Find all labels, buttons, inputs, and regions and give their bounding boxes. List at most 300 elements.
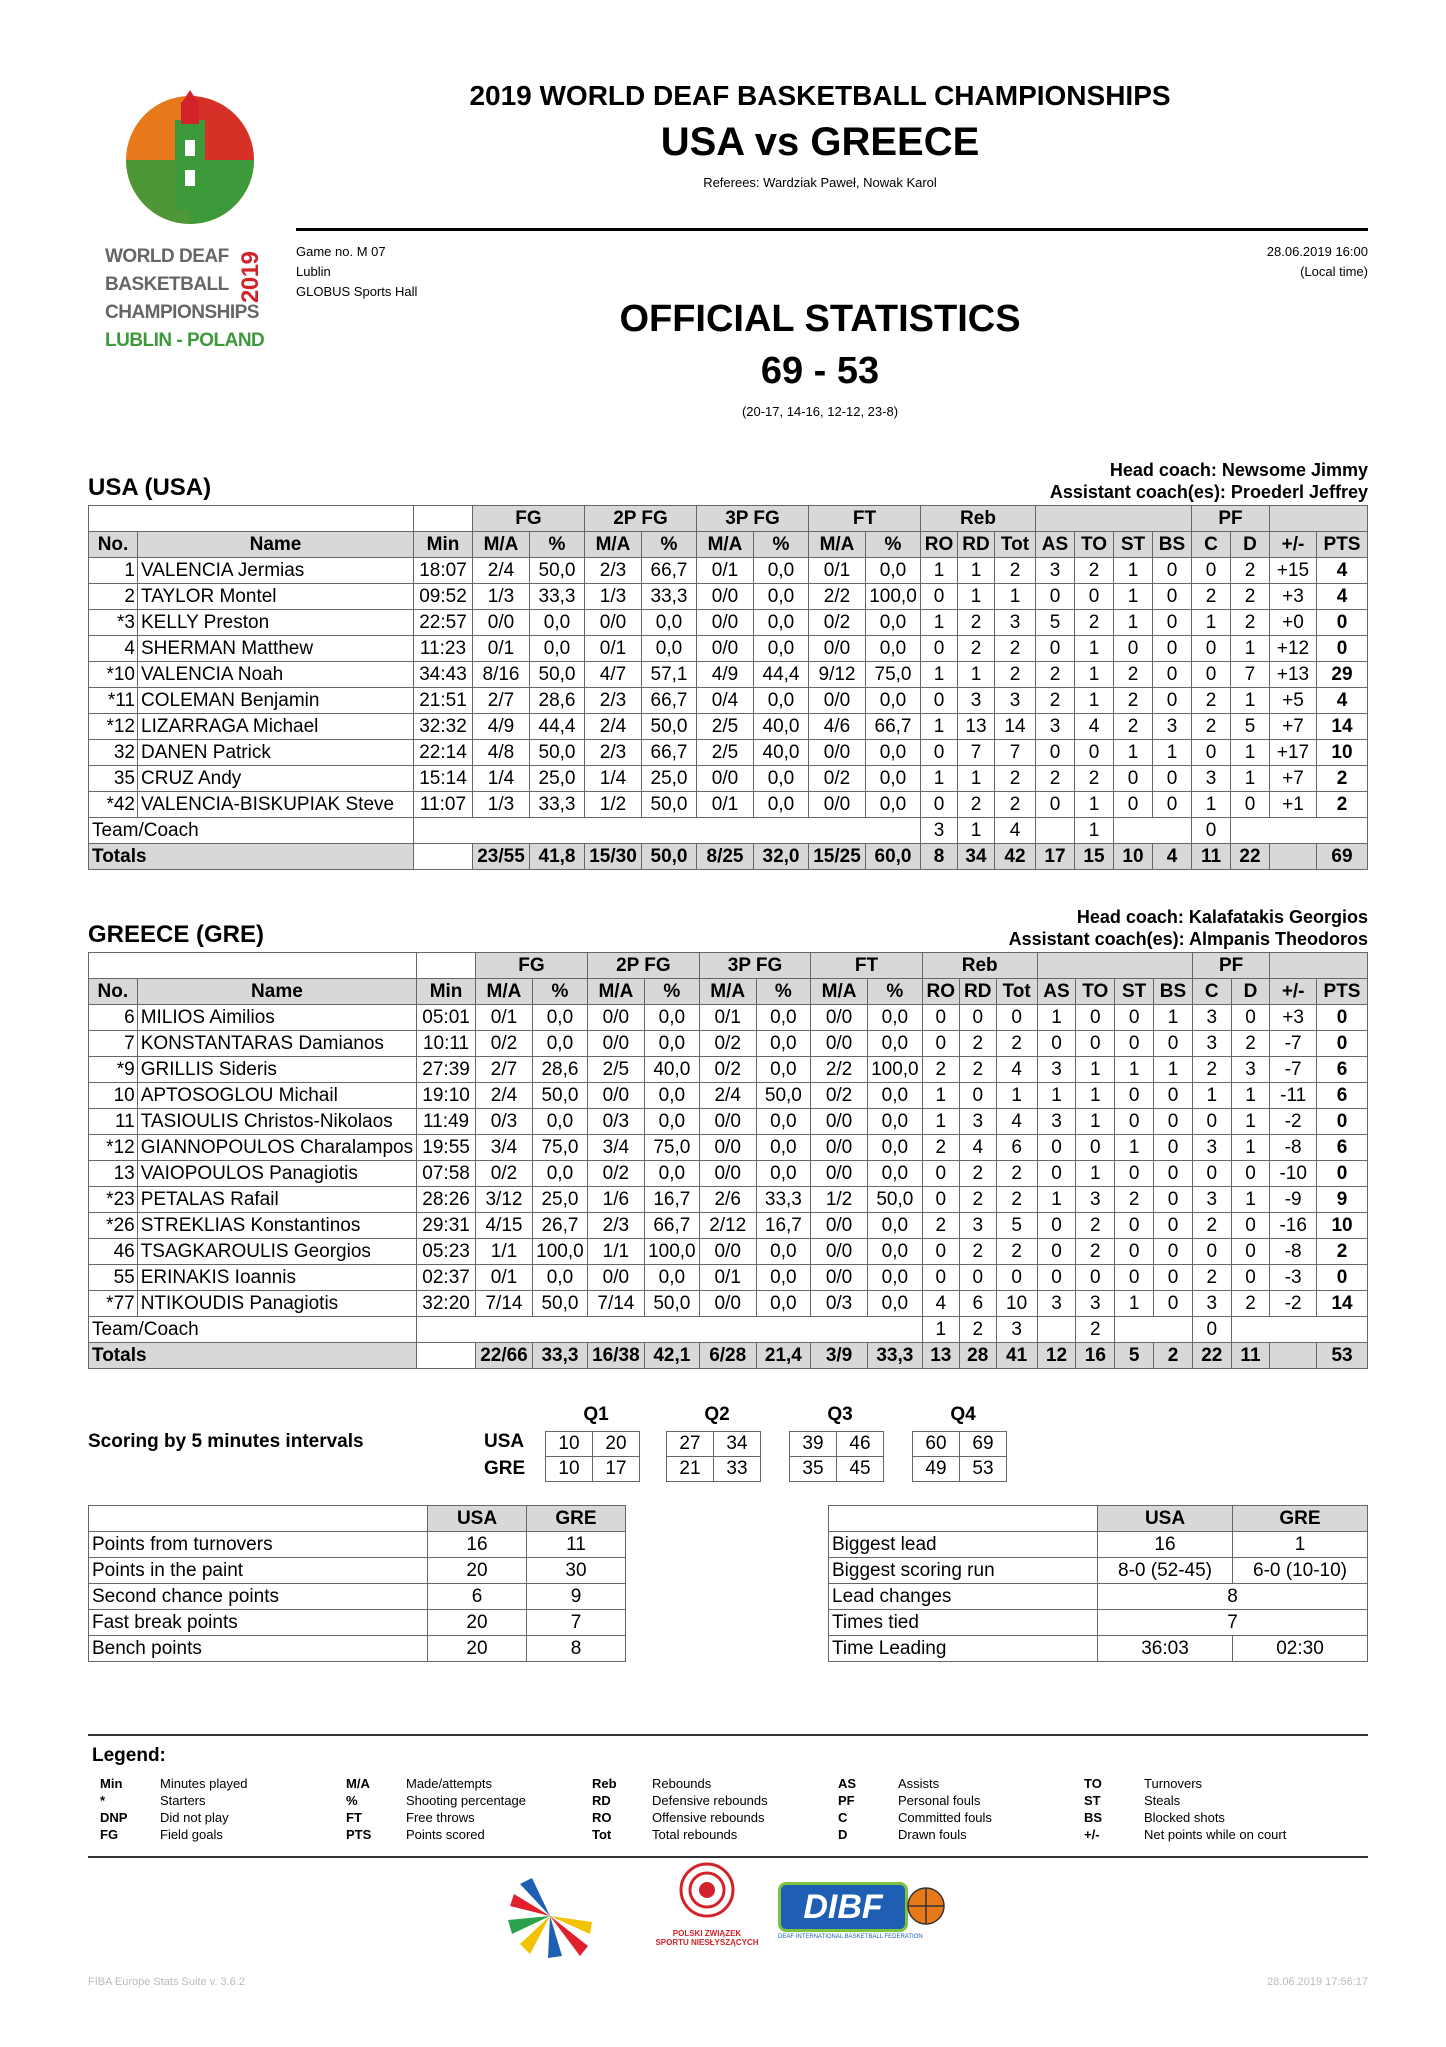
player-stat-cell: VALENCIA-BISKUPIAK Steve [138, 792, 414, 818]
player-stat-cell: 0/1 [585, 636, 642, 662]
player-stat-cell: 32 [89, 740, 138, 766]
player-stat-cell: GIANNOPOULOS Charalampos [137, 1135, 416, 1161]
player-stat-cell: 0,0 [867, 1239, 922, 1265]
player-stat-cell: 0 [1075, 584, 1114, 610]
legend-entry [100, 1792, 247, 1809]
points-label: Points in the paint [89, 1558, 428, 1584]
totals-label: Totals [89, 844, 414, 870]
column-header-d: D [1231, 532, 1270, 558]
coaches-usa [1050, 459, 1368, 503]
player-stat-cell: -9 [1270, 1187, 1317, 1213]
player-stat-cell: 35 [89, 766, 138, 792]
player-stat-cell: 2 [996, 1031, 1037, 1057]
legend-entry [592, 1809, 768, 1826]
player-stat-cell: APTOSOGLOU Michail [137, 1083, 416, 1109]
deaflympics-logo [500, 1866, 600, 1966]
lead-usa-value: 16 [1098, 1532, 1233, 1558]
player-stat-cell: 0 [1317, 1265, 1368, 1291]
player-stat-cell: 0/1 [699, 1265, 756, 1291]
player-stat-cell: 0 [1037, 1031, 1076, 1057]
header-blank [1270, 953, 1368, 979]
player-stat-cell: 0 [1114, 766, 1153, 792]
totals-fg: 22/66 [476, 1343, 533, 1369]
player-stat-cell: 7 [1231, 662, 1270, 688]
lead-usa-value: 8-0 (52-45) [1098, 1558, 1233, 1584]
quarter-header: Q4 [950, 1404, 976, 1425]
lead-label: Biggest lead [829, 1532, 1098, 1558]
player-stat-cell: 0 [1154, 1239, 1193, 1265]
column-header-st: ST [1114, 532, 1153, 558]
player-stat-cell: 0,0 [756, 1161, 811, 1187]
lead-stats-table [828, 1505, 1368, 1662]
legend-entry [346, 1792, 526, 1809]
player-stat-cell: 8/16 [473, 662, 530, 688]
points-label: Points from turnovers [89, 1532, 428, 1558]
legend-desc: Personal fouls [898, 1793, 981, 1808]
assistant-coach-usa: Assistant coach(es): Proederl Jeffrey [1049, 482, 1368, 502]
column-header-pct: % [642, 532, 697, 558]
player-stat-cell: LIZARRAGA Michael [138, 714, 414, 740]
lead-row [829, 1558, 1368, 1584]
player-stat-cell: CRUZ Andy [138, 766, 414, 792]
player-stat-cell: 32:32 [414, 714, 473, 740]
player-stat-cell: 0 [921, 636, 958, 662]
player-stat-cell: 0/0 [809, 740, 866, 766]
player-stat-cell: 0 [1192, 662, 1231, 688]
column-header-name: Name [138, 532, 414, 558]
player-stat-cell: -11 [1270, 1083, 1317, 1109]
player-stat-cell: 2 [995, 636, 1036, 662]
legend-key: RO [592, 1810, 612, 1825]
player-stat-cell: 0/2 [809, 610, 866, 636]
pzsn-logo [652, 1862, 762, 1968]
player-row [89, 1239, 1368, 1265]
totals-ftp: 60,0 [866, 844, 921, 870]
player-stat-cell: 6 [1317, 1083, 1368, 1109]
team-name-usa: USA (USA) [88, 474, 212, 501]
points-row [89, 1532, 626, 1558]
dibf-subtitle: DEAF INTERNATIONAL BASKETBALL FEDERATION [778, 1934, 923, 1940]
player-stat-cell: 25,0 [642, 766, 697, 792]
player-stat-cell: 13 [89, 1161, 138, 1187]
logo-line-4: LUBLIN - POLAND [105, 330, 265, 351]
player-stat-cell: 2 [995, 766, 1036, 792]
player-stat-cell: 0,0 [756, 1031, 811, 1057]
player-stat-cell: 2 [1036, 766, 1075, 792]
player-stat-cell: 0/1 [697, 558, 754, 584]
intervals-gre-label: GRE [484, 1458, 526, 1479]
player-stat-cell: 4/8 [473, 740, 530, 766]
player-stat-cell: 1 [996, 1083, 1037, 1109]
player-stat-cell: 0,0 [644, 1031, 699, 1057]
player-row [89, 1213, 1368, 1239]
legend-key: M/A [346, 1776, 370, 1791]
player-stat-cell: 1/2 [811, 1187, 868, 1213]
totals-row [89, 1343, 1368, 1369]
player-stat-cell: 2 [995, 792, 1036, 818]
player-stat-cell: 6 [959, 1291, 996, 1317]
legend-column [1084, 1775, 1286, 1843]
player-stat-cell: 3 [1076, 1187, 1115, 1213]
player-stat-cell: 0,0 [866, 766, 921, 792]
player-row [89, 1187, 1368, 1213]
player-stat-cell: 50,0 [867, 1187, 922, 1213]
player-stat-cell: 4 [959, 1135, 996, 1161]
player-stat-cell: 0 [1153, 662, 1192, 688]
assistant-coach-gre: Assistant coach(es): Almpanis Theodoros [1008, 929, 1368, 949]
player-stat-cell: 25,0 [532, 1187, 587, 1213]
column-header-as: AS [1036, 532, 1075, 558]
player-stat-cell: 7 [995, 740, 1036, 766]
player-stat-cell: *11 [89, 688, 138, 714]
player-stat-cell: 1/3 [473, 792, 530, 818]
player-stat-cell: 05:01 [417, 1005, 476, 1031]
player-stat-cell: 1 [1075, 688, 1114, 714]
player-stat-cell: 0,0 [866, 792, 921, 818]
player-stat-cell: 1 [958, 766, 995, 792]
legend-key: Reb [592, 1776, 617, 1791]
player-stat-cell: 1 [1114, 610, 1153, 636]
player-stat-cell: 0/0 [811, 1161, 868, 1187]
legend-entry [1084, 1775, 1286, 1792]
legend-key: BS [1084, 1810, 1103, 1825]
player-stat-cell: 33,3 [756, 1187, 811, 1213]
legend-key: PF [838, 1793, 855, 1808]
player-stat-cell: 0 [1192, 740, 1231, 766]
player-stat-cell: 2 [1317, 766, 1368, 792]
totals-pts: 69 [1317, 844, 1368, 870]
player-stat-cell: 0,0 [754, 636, 809, 662]
player-stat-cell: 2 [1075, 610, 1114, 636]
player-stat-cell: 0 [1115, 1265, 1154, 1291]
player-stat-cell: *26 [89, 1213, 138, 1239]
player-stat-cell: 3 [1036, 558, 1075, 584]
player-stat-cell: 0 [959, 1083, 996, 1109]
player-stat-cell: 0/0 [697, 610, 754, 636]
player-stat-cell: 40,0 [644, 1057, 699, 1083]
player-stat-cell: 1/4 [473, 766, 530, 792]
player-stat-cell: 1 [1075, 662, 1114, 688]
player-stat-cell: 0/0 [587, 1083, 644, 1109]
player-stat-cell: 0 [1036, 740, 1075, 766]
player-row [89, 1031, 1368, 1057]
lead-usa-value: 36:03 [1098, 1636, 1233, 1662]
player-stat-cell: 2 [995, 662, 1036, 688]
logo-year: 2019 [237, 251, 264, 303]
points-gre-value: 11 [527, 1532, 626, 1558]
totals-pts: 53 [1317, 1343, 1368, 1369]
player-stat-cell: 0/0 [809, 636, 866, 662]
lead-gre-value: 1 [1233, 1532, 1368, 1558]
player-stat-cell: 16,7 [756, 1213, 811, 1239]
player-stat-cell: KONSTANTARAS Damianos [137, 1031, 416, 1057]
player-stat-cell: 3 [958, 688, 995, 714]
player-stat-cell: 2/4 [585, 714, 642, 740]
player-stat-cell: 0,0 [754, 766, 809, 792]
player-stat-cell: 0 [1076, 1005, 1115, 1031]
team-rd: 2 [959, 1317, 996, 1343]
player-stat-cell: 0,0 [756, 1239, 811, 1265]
player-stat-cell: 0/0 [587, 1265, 644, 1291]
player-stat-cell: -2 [1270, 1291, 1317, 1317]
player-stat-cell: 0,0 [642, 636, 697, 662]
points-header-blank [89, 1506, 428, 1532]
player-stat-cell: 0/0 [697, 766, 754, 792]
totals-ro: 13 [922, 1343, 959, 1369]
player-stat-cell: 1 [1076, 1083, 1115, 1109]
column-header-ma: M/A [476, 979, 533, 1005]
player-stat-cell: 27:39 [417, 1057, 476, 1083]
game-city: Lublin [296, 264, 331, 279]
referees: Referees: Wardziak Paweł, Nowak Karol [703, 175, 937, 190]
game-info [296, 242, 417, 302]
usa-interval-score: 10 [546, 1432, 593, 1457]
points-row [89, 1558, 626, 1584]
player-stat-cell: 2 [1114, 714, 1153, 740]
legend-key: +/- [1084, 1827, 1100, 1842]
player-stat-cell: 0 [1115, 1005, 1154, 1031]
player-stat-cell: 0 [1231, 792, 1270, 818]
player-stat-cell: 0 [921, 792, 958, 818]
player-stat-cell: 40,0 [754, 740, 809, 766]
usa-interval-score: 46 [837, 1432, 884, 1457]
player-row [89, 610, 1368, 636]
gre-interval-score: 21 [667, 1457, 714, 1482]
totals-tot: 41 [996, 1343, 1037, 1369]
player-stat-cell: 0 [1317, 1031, 1368, 1057]
player-stat-cell: 3 [959, 1213, 996, 1239]
player-stat-cell: 0/0 [697, 636, 754, 662]
player-stat-cell: -16 [1270, 1213, 1317, 1239]
player-stat-cell: *77 [89, 1291, 138, 1317]
lead-row [829, 1610, 1368, 1636]
player-stat-cell: 2 [958, 610, 995, 636]
player-stat-cell: 11 [89, 1109, 138, 1135]
player-stat-cell: 1 [1037, 1005, 1076, 1031]
player-stat-cell: 28,6 [532, 1057, 587, 1083]
player-stat-cell: COLEMAN Benjamin [138, 688, 414, 714]
quarter-header: Q3 [827, 1404, 853, 1425]
player-stat-cell: TASIOULIS Christos-Nikolaos [137, 1109, 416, 1135]
player-stat-cell: 10 [89, 1083, 138, 1109]
player-stat-cell: 0 [1037, 1239, 1076, 1265]
player-stat-cell: 7/14 [476, 1291, 533, 1317]
player-stat-cell: 1 [1231, 1187, 1270, 1213]
totals-d: 22 [1231, 844, 1270, 870]
legend-desc: Net points while on court [1144, 1827, 1287, 1842]
player-stat-cell: 19:55 [417, 1135, 476, 1161]
column-header-bs: BS [1154, 979, 1193, 1005]
player-stat-cell: 0 [1154, 1083, 1193, 1109]
column-header-min: Min [414, 532, 473, 558]
legend-column [592, 1775, 768, 1843]
player-stat-cell: 66,7 [642, 688, 697, 714]
legend-desc: Offensive rebounds [652, 1810, 765, 1825]
team-rd: 1 [958, 818, 995, 844]
column-header-ma: M/A [473, 532, 530, 558]
totals-as: 17 [1036, 844, 1075, 870]
header-pf: PF [1192, 953, 1269, 979]
player-stat-cell: 3 [1153, 714, 1192, 740]
basketball-tower-logo-icon [105, 90, 275, 230]
player-stat-cell: 46 [89, 1239, 138, 1265]
player-stat-cell: 0,0 [644, 1265, 699, 1291]
player-row [89, 584, 1368, 610]
player-stat-cell: 0 [1036, 792, 1075, 818]
player-stat-cell: 2/5 [697, 714, 754, 740]
player-stat-cell: 0 [1037, 1213, 1076, 1239]
legend-key: % [346, 1793, 358, 1808]
player-stat-cell: 66,7 [644, 1213, 699, 1239]
player-stat-cell: 0 [1153, 688, 1192, 714]
player-stat-cell: 2 [1231, 610, 1270, 636]
player-stat-cell: 75,0 [866, 662, 921, 688]
lead-gre-value: 6-0 (10-10) [1233, 1558, 1368, 1584]
matchup-title: USA vs GREECE [660, 120, 980, 164]
player-stat-cell: -2 [1270, 1109, 1317, 1135]
player-stat-cell: +12 [1270, 636, 1317, 662]
totals-ft: 3/9 [811, 1343, 868, 1369]
player-stat-cell: 0/0 [587, 1005, 644, 1031]
player-stat-cell: 0/2 [699, 1031, 756, 1057]
points-usa-value: 16 [428, 1532, 527, 1558]
player-stat-cell: 0,0 [532, 1031, 587, 1057]
player-stat-cell: 2/2 [809, 584, 866, 610]
player-stat-cell: 1 [1231, 1135, 1270, 1161]
player-stat-cell: 0/0 [699, 1291, 756, 1317]
player-stat-cell: 0 [1154, 1135, 1193, 1161]
player-stat-cell: 3 [1192, 1187, 1231, 1213]
player-stat-cell: 3 [995, 610, 1036, 636]
player-stat-cell: 2/4 [473, 558, 530, 584]
player-stat-cell: 2 [1075, 558, 1114, 584]
empty-cell [1115, 1317, 1193, 1343]
player-stat-cell: 0 [1036, 636, 1075, 662]
totals-to: 16 [1076, 1343, 1115, 1369]
player-stat-cell: 2 [1231, 1291, 1270, 1317]
player-stat-cell: 2 [1076, 1239, 1115, 1265]
gre-interval-score: 45 [837, 1457, 884, 1482]
column-header-pm: +/- [1270, 532, 1317, 558]
player-stat-cell: 5 [1231, 714, 1270, 740]
player-stat-cell: 2/3 [585, 558, 642, 584]
player-stat-cell: *23 [89, 1187, 138, 1213]
player-stat-cell: 0/0 [811, 1239, 868, 1265]
player-stat-cell: 0,0 [756, 1005, 811, 1031]
player-stat-cell: 0/1 [809, 558, 866, 584]
player-stat-cell: 40,0 [754, 714, 809, 740]
player-stat-cell: 4/9 [473, 714, 530, 740]
legend-desc: Steals [1144, 1793, 1181, 1808]
player-stat-cell: 57,1 [642, 662, 697, 688]
player-stat-cell: 0,0 [642, 610, 697, 636]
player-stat-cell: 0/1 [476, 1265, 533, 1291]
player-stat-cell: 0/0 [811, 1031, 868, 1057]
player-stat-cell: 3 [1192, 1005, 1231, 1031]
totals-to: 15 [1075, 844, 1114, 870]
player-stat-cell: 50,0 [644, 1291, 699, 1317]
legend-key: FT [346, 1810, 362, 1825]
player-stat-cell: 0 [1076, 1135, 1115, 1161]
logo-line-3: CHAMPIONSHIPS [105, 302, 259, 323]
player-stat-cell: *3 [89, 610, 138, 636]
player-stat-cell: 4 [89, 636, 138, 662]
totals-p3p: 32,0 [754, 844, 809, 870]
player-stat-cell: 0/1 [473, 636, 530, 662]
totals-ftp: 33,3 [867, 1343, 922, 1369]
player-stat-cell: PETALAS Rafail [137, 1187, 416, 1213]
date-info [1267, 242, 1368, 282]
gre-interval-score: 17 [593, 1457, 640, 1482]
player-stat-cell: 0/2 [809, 766, 866, 792]
header-reb: Reb [921, 506, 1036, 532]
player-stat-cell: 66,7 [642, 740, 697, 766]
column-header-ma: M/A [697, 532, 754, 558]
player-stat-cell: 0 [1115, 1109, 1154, 1135]
player-stat-cell: 1 [921, 558, 958, 584]
points-gre-value: 9 [527, 1584, 626, 1610]
player-stat-cell: 6 [996, 1135, 1037, 1161]
player-stat-cell: KELLY Preston [138, 610, 414, 636]
column-header-as: AS [1037, 979, 1076, 1005]
player-stat-cell: 9 [1317, 1187, 1368, 1213]
column-header-ma: M/A [585, 532, 642, 558]
header-2pfg: 2P FG [585, 506, 697, 532]
player-stat-cell: 11:23 [414, 636, 473, 662]
player-stat-cell: 07:58 [417, 1161, 476, 1187]
team-tot: 4 [995, 818, 1036, 844]
player-stat-cell: 0/0 [811, 1213, 868, 1239]
player-stat-cell: 2 [922, 1135, 959, 1161]
player-stat-cell: 0,0 [867, 1291, 922, 1317]
points-usa-value: 20 [428, 1636, 527, 1662]
column-header-to: TO [1076, 979, 1115, 1005]
player-stat-cell: 0 [1037, 1265, 1076, 1291]
player-stat-cell: 0/2 [587, 1161, 644, 1187]
player-stat-cell: 2 [1192, 1057, 1231, 1083]
player-stat-cell: 4 [1317, 688, 1368, 714]
player-stat-cell: 0 [1153, 792, 1192, 818]
player-stat-cell: 2 [1231, 558, 1270, 584]
player-stat-cell: -7 [1270, 1057, 1317, 1083]
empty-cell [1114, 818, 1192, 844]
points-row [89, 1636, 626, 1662]
player-stat-cell: 33,3 [530, 584, 585, 610]
deaflympics-hand-icon [500, 1866, 600, 1966]
column-header-pts: PTS [1317, 979, 1368, 1005]
legend-key: PTS [346, 1827, 372, 1842]
column-header-ma: M/A [809, 532, 866, 558]
player-stat-cell: 0/0 [699, 1135, 756, 1161]
player-stat-cell: 1 [1154, 1057, 1193, 1083]
team-coach-row [89, 1317, 1368, 1343]
dibf-wordmark: DIBF [778, 1882, 908, 1932]
player-stat-cell: VALENCIA Noah [138, 662, 414, 688]
player-stat-cell: 2/5 [587, 1057, 644, 1083]
legend-entry [1084, 1826, 1286, 1843]
points-breakdown-table [88, 1505, 626, 1662]
player-stat-cell: 0 [1154, 1291, 1193, 1317]
legend-desc: Starters [160, 1793, 206, 1808]
column-header-c: C [1192, 979, 1231, 1005]
column-header-pm: +/- [1270, 979, 1317, 1005]
player-stat-cell: 0,0 [532, 1005, 587, 1031]
player-stat-cell: 1 [1192, 610, 1231, 636]
legend-entry [1084, 1792, 1286, 1809]
player-stat-cell: 02:37 [417, 1265, 476, 1291]
player-stat-cell: 0,0 [866, 740, 921, 766]
player-stat-cell: 05:23 [417, 1239, 476, 1265]
